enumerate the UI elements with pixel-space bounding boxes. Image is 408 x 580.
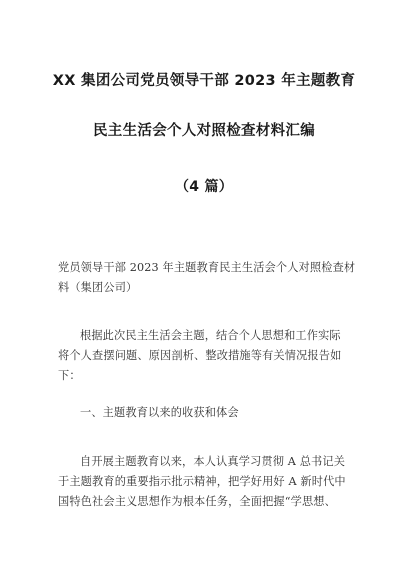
- document-title-line-2: 民主生活会个人对照检查材料汇编: [93, 123, 315, 139]
- document-title-line-1: XX 集团公司党员领导干部 2023 年主题教育: [52, 73, 356, 89]
- paragraph-line: 于主题教育的重要指示批示精神，把学好用好 A 新时代中: [58, 475, 346, 488]
- section-heading-text: 一、主题教育以来的收获和体会: [80, 406, 239, 419]
- paragraph-line: 国特色社会主义思想作为根本任务，全面把握“学思想、: [58, 495, 336, 508]
- section-heading: [58, 403, 350, 423]
- intro-paragraph: [58, 326, 350, 386]
- body-paragraph: [58, 452, 350, 512]
- paragraph-line: 料（集团公司）: [58, 281, 138, 294]
- paragraph-line: 将个人查摆问题、原因剖析、整改措施等有关情况报告如: [58, 349, 342, 362]
- paragraph-line: 自开展主题教育以来，本人认真学习贯彻 A 总书记关: [80, 455, 346, 468]
- document-title-count: （4 篇）: [174, 179, 234, 195]
- paragraph-line: 党员领导干部 2023 年主题教育民主生活会个人对照检查材: [58, 261, 356, 274]
- paragraph-line: 根据此次民主生活会主题，结合个人思想和工作实际: [80, 329, 341, 342]
- paragraph-line: 下：: [58, 369, 81, 382]
- subtitle-paragraph: [58, 258, 356, 298]
